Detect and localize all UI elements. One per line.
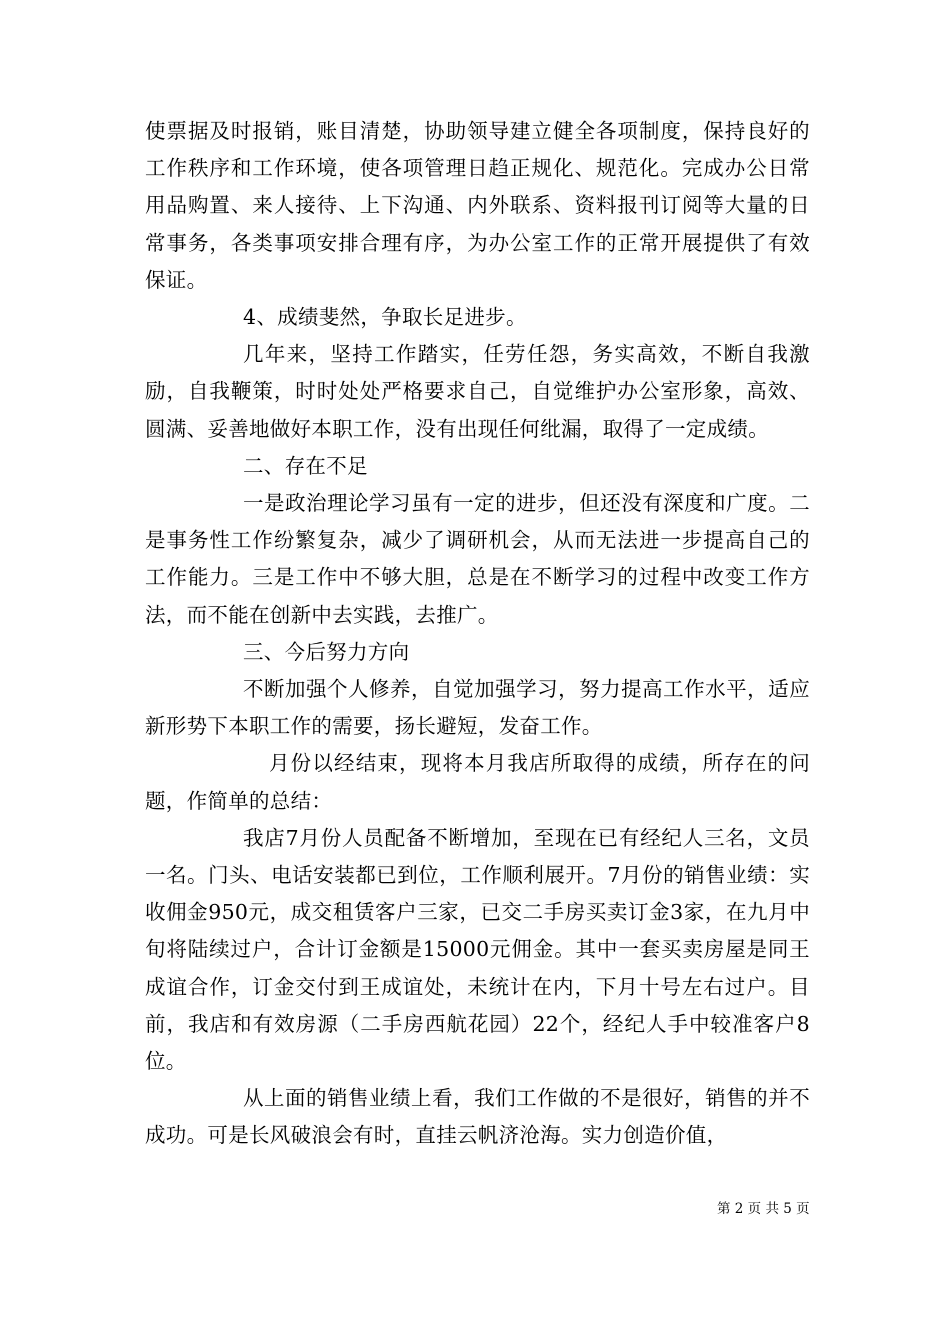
document-body [145,113,810,1155]
heading-achievements: 4、成绩斐然，争取长足进步。 [243,305,527,330]
paragraph-month-summary-intro: 月份以经结束，现将本月我店所取得的成绩，所存在的问题，作简单的总结： [145,751,810,813]
paragraph-office-duties: 使票据及时报销，账目清楚，协助领导建立健全各项制度，保持良好的工作秩序和工作环境，使各项管理日趋正规化、规范化。完成办公日常用品购置、来人接待、上下沟通、内外联系、资料报刊订阅等大量的日常事务，各类事项安排合理有序，为办公室工作的正常开展提供了有效保证。 [145,119,810,292]
paragraph-achievements: 几年来，坚持工作踏实，任劳任怨，务实高效，不断自我激励，自我鞭策，时时处处严格要求自己，自觉维护办公室形象，高效、圆满、妥善地做好本职工作，没有出现任何纰漏，取得了一定成绩。 [145,342,810,441]
paragraph-shortcomings: 一是政治理论学习虽有一定的进步，但还没有深度和广度。二是事务性工作纷繁复杂，减少了调研机会，从而无法进一步提高自己的工作能力。三是工作中不够大胆，总是在不断学习的过程中改变工作方法，而不能在创新中去实践，去推广。 [145,491,810,627]
heading-future-direction: 三、今后努力方向 [243,639,410,664]
page-number-label: 第 2 页 共 5 页 [717,1201,810,1217]
paragraph-sales-assessment: 从上面的销售业绩上看，我们工作做的不是很好，销售的并不成功。可是长风破浪会有时，直挂云帆济沧海。实力创造价值， [145,1086,810,1148]
paragraph-future-direction: 不断加强个人修养，自觉加强学习，努力提高工作水平，适应新形势下本职工作的需要，扬长避短，发奋工作。 [145,677,810,739]
heading-shortcomings: 二、存在不足 [243,453,368,478]
paragraph-sales-performance: 我店7月份人员配备不断增加，至现在已有经纪人三名，文员一名。门头、电话安装都已到位，工作顺利展开。7月份的销售业绩：实收佣金950元，成交租赁客户三家，已交二手房买卖订金3家，在九月中旬将陆续过户，合计订金额是15000元佣金。其中一套买卖房屋是同王成谊合作，订金交付到王成谊处，未统计在内，下月十号左右过户。目前，我店和有效房源（二手房西航花园）22个，经纪人手中较准客户8位。 [145,825,810,1074]
